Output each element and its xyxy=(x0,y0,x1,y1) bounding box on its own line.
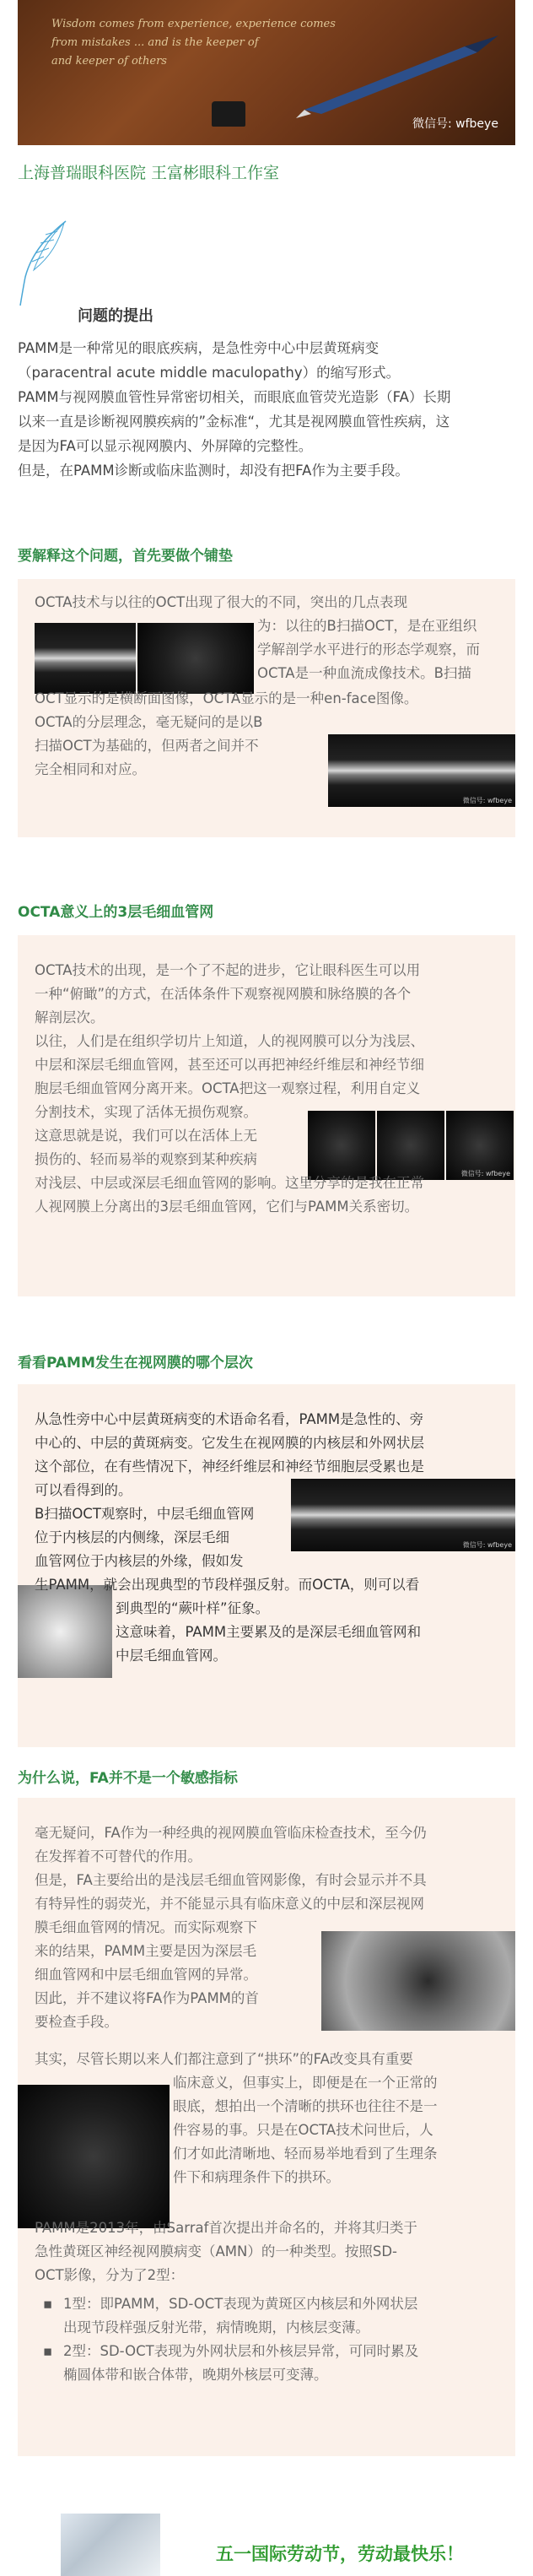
section3-line: 可以看得到的。 xyxy=(35,1482,132,1498)
section2-line: 胞层毛细血管网分离开来。OCTA把这一观察过程，利用自定义 xyxy=(35,1080,421,1096)
section-heading: OCTA意义上的3层毛细血管网 xyxy=(18,904,214,921)
list-item-line: ▪ 1型：即PAMM，SD-OCT表现为黄斑区内核层和外网状层 xyxy=(63,2296,418,2312)
section3-line: 这个部位，在有些情况下，神经纤维层和神经节细胞层受累也是 xyxy=(35,1458,424,1475)
section4-line: 有特异性的弱荧光，并不能显示具有临床意义的中层和深层视网 xyxy=(35,1896,424,1912)
oct-bscan-image xyxy=(35,623,136,694)
section-heading: 看看PAMM发生在视网膜的哪个层次 xyxy=(18,1355,253,1372)
list-item-line: ▪ 2型：SD-OCT表现为外网状层和外核层异常，可同时累及 xyxy=(63,2343,419,2359)
section1-line: 扫描OCT为基础的，但两者之间并不 xyxy=(35,738,259,754)
section1-line: OCTA的分层理念，毫无疑问的是以B xyxy=(35,714,263,730)
section1-line: OCTA技术与以往的OCT出现了很大的不同，突出的几点表现 xyxy=(35,594,408,610)
pamm-bscan-image xyxy=(291,1479,515,1551)
intro-line: PAMM与视网膜血管性异常密切相关，而眼底血管荧光造影（FA）长期 xyxy=(18,389,451,405)
section1-line: 完全相同和对应。 xyxy=(35,761,146,777)
section4-line: 要检查手段。 xyxy=(35,2014,118,2030)
section1-line: 学解剖学水平进行的形态学观察，而 xyxy=(257,641,480,658)
intro-title: 问题的提出 xyxy=(78,307,153,325)
section2-line: 这意思就是说，我们可以在活体上无 xyxy=(35,1128,257,1144)
section2-line: 中层和深层毛细血管网，甚至还可以再把神经纤维层和神经节细 xyxy=(35,1057,424,1073)
octa-deep-image xyxy=(446,1111,514,1180)
octa-middle-image xyxy=(377,1111,444,1180)
feather-icon xyxy=(15,218,71,309)
doctor-photo xyxy=(61,2514,160,2576)
section4-line: 眼底，想拍出一个清晰的拱环也往往不是一 xyxy=(173,2098,438,2114)
section4-line: 临床意义，但事实上，即便是在一个正常的 xyxy=(173,2075,438,2091)
section2-line: 人视网膜上分离出的3层毛细血管网，它们与PAMM关系密切。 xyxy=(35,1199,419,1215)
section3-line: 中心的、中层的黄斑病变。它发生在视网膜的内核层和外网状层 xyxy=(35,1435,424,1451)
footer-greeting: 五一国际劳动节，劳动最快乐！ xyxy=(216,2544,464,2564)
section1-line: OCT显示的是横断面图像，OCTA显示的是一种en-face图像。 xyxy=(35,690,418,706)
list-item-line: 出现节段样强反射光带，病情晚期，内核层变薄。 xyxy=(63,2319,369,2335)
ink-bottle-icon xyxy=(212,101,245,127)
section3-line: 中层毛细血管网。 xyxy=(116,1648,227,1664)
section-heading: 为什么说，FA并不是一个敏感指标 xyxy=(18,1770,238,1787)
banner-script-line: and keeper of others xyxy=(51,55,167,68)
section3-line: B扫描OCT观察时，中层毛细血管网 xyxy=(35,1506,255,1522)
section3-line: 到典型的“蕨叶样”征象。 xyxy=(116,1600,270,1616)
section3-box xyxy=(18,1384,515,1747)
section2-line: 解剖层次。 xyxy=(35,1009,105,1026)
section4-line: 急性黄斑区神经视网膜病变（AMN）的一种类型。按照SD- xyxy=(35,2243,397,2259)
section4-line: 膜毛细血管网的情况。而实际观察下 xyxy=(35,1919,257,1935)
oct-layer-image xyxy=(328,734,515,807)
section2-line: 分割技术，实现了活体无损伤观察。 xyxy=(35,1104,257,1120)
image-watermark: 微信号: wfbeye xyxy=(462,1541,512,1549)
section2-line: OCTA技术的出现，是一个了不起的进步，它让眼科医生可以用 xyxy=(35,962,421,978)
section2-line: 损伤的、轻而易举的观察到某种疾病 xyxy=(35,1151,257,1167)
section4-line: 件容易的事。只是在OCTA技术问世后，人 xyxy=(173,2122,433,2138)
section3-line: 血管网位于内核层的外缘，假如发 xyxy=(35,1553,244,1569)
section3-line: 从急性旁中心中层黄斑病变的术语命名看，PAMM是急性的、旁 xyxy=(35,1411,424,1427)
section2-line: 对浅层、中层或深层毛细血管网的影响。这里分享的是我在正常 xyxy=(35,1175,424,1191)
section1-box xyxy=(18,579,515,837)
section4-line: 但是，FA主要给出的是浅层毛细血管网影像，有时会显示并不具 xyxy=(35,1872,427,1888)
intro-line: PAMM是一种常见的眼底疾病，是急性旁中心中层黄斑病变 xyxy=(18,340,380,356)
image-watermark: 微信号: wfbeye xyxy=(460,1170,510,1177)
section1-line: OCTA是一种血流成像技术。B扫描 xyxy=(257,665,471,681)
fountain-pen-icon xyxy=(296,34,507,118)
section2-line: 以往，人们是在组织学切片上知道，人的视网膜可以分为浅层、 xyxy=(35,1033,424,1049)
section-heading: 要解释这个问题，首先要做个铺垫 xyxy=(18,548,233,565)
intro-line: 是因为FA可以显示视网膜内、外屏障的完整性。 xyxy=(18,438,313,454)
section4-line: 在发挥着不可替代的作用。 xyxy=(35,1848,202,1864)
section4-line: 毫无疑问，FA作为一种经典的视网膜血管临床检查技术，至今仍 xyxy=(35,1825,427,1841)
section4-line: 来的结果，PAMM主要是因为深层毛 xyxy=(35,1943,257,1959)
author-byline: 上海普瑞眼科医院 王富彬眼科工作室 xyxy=(18,164,280,182)
list-item xyxy=(35,2292,418,2340)
section4-line: OCT影像，分为了2型： xyxy=(35,2267,185,2283)
image-watermark: 微信号: wfbeye xyxy=(462,797,512,804)
section4-box xyxy=(18,1798,515,2456)
section2-box xyxy=(18,935,515,1296)
banner-script-line: Wisdom comes from experience, experience comes xyxy=(51,18,336,30)
pamm-octa-image xyxy=(18,1585,112,1678)
section3-line: 位于内核层的内侧缘，深层毛细 xyxy=(35,1529,229,1545)
section4-line: 件下和病理条件下的拱环。 xyxy=(173,2169,340,2185)
intro-line: 但是，在PAMM诊断或临床监测时，却没有把FA作为主要手段。 xyxy=(18,463,409,479)
section3-line: 这意味着，PAMM主要累及的是深层毛细血管网和 xyxy=(116,1624,422,1640)
intro-paragraph xyxy=(18,336,450,483)
intro-line: 以来一直是诊断视网膜疾病的”金标准“，尤其是视网膜血管性疾病，这 xyxy=(18,414,450,430)
section4-line: 因此，并不建议将FA作为PAMM的首 xyxy=(35,1990,259,2006)
section4-line: 细血管网和中层毛细血管网的异常。 xyxy=(35,1967,257,1983)
amn-type-list xyxy=(35,2292,418,2387)
intro-line: （paracentral acute middle maculopathy）的缩写形式。 xyxy=(18,365,401,381)
section4-line: 其实，尽管长期以来人们都注意到了“拱环”的FA改变具有重要 xyxy=(35,2051,413,2067)
header-banner-image xyxy=(18,0,515,145)
section3-line: 生PAMM，就会出现典型的节段样强反射。而OCTA，则可以看 xyxy=(35,1577,420,1593)
section2-line: 一种“俯瞰”的方式，在活体条件下观察视网膜和脉络膜的各个 xyxy=(35,986,412,1002)
octa-superficial-image xyxy=(308,1111,375,1180)
wechat-id-label: 微信号: wfbeye xyxy=(412,117,498,131)
section4-line: 们才如此清晰地、轻而易举地看到了生理条 xyxy=(173,2146,438,2162)
banner-script-line: from mistakes ... and is the keeper of xyxy=(51,36,259,49)
list-item-line: 椭圆体带和嵌合体带，晚期外核层可变薄。 xyxy=(63,2367,328,2383)
section1-line: 为：以往的B扫描OCT，是在亚组织 xyxy=(257,618,477,634)
section4-line: PAMM是2013年，由Sarraf首次提出并命名的，并将其归类于 xyxy=(35,2220,417,2236)
fa-image xyxy=(321,1931,515,2031)
octa-enface-image xyxy=(137,623,254,694)
list-item xyxy=(35,2340,418,2387)
fa-capillary-image xyxy=(18,2085,170,2228)
